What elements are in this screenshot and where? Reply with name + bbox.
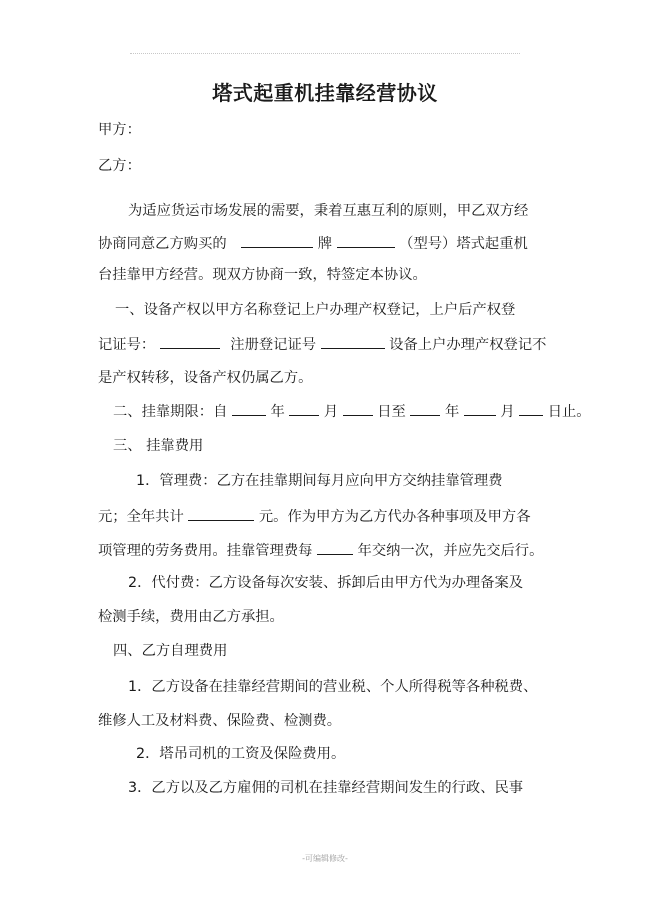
payment-period-blank [317, 540, 353, 555]
annual-total-blank [188, 506, 254, 521]
end-day-blank [519, 401, 543, 416]
s2-text-d: 日至 [377, 404, 406, 420]
intro-line-2 [98, 233, 568, 254]
party-a-line: 甲方： [98, 122, 141, 138]
document-title: 塔式起重机挂靠经营协议 [212, 81, 438, 105]
cert-no-blank [160, 334, 220, 349]
s3-text-a: 元；全年共计 [98, 509, 184, 525]
s3-text-c: 项管理的劳务费用。挂靠管理费每 [98, 543, 313, 559]
brand-blank [241, 233, 313, 248]
s1-text-c: 设备上户办理产权登记不 [389, 337, 547, 353]
s2-text-e: 年 [444, 404, 460, 420]
intro-line-1: 为适应货运市场发展的需要，秉着互惠互利的原则，甲乙双方经 [128, 203, 529, 219]
party-b-line: 乙方： [98, 158, 141, 174]
s2-text-b: 年 [270, 404, 285, 420]
s3-item1-line-2 [98, 506, 568, 527]
s4-item2: 2．塔吊司机的工资及保险费用。 [136, 746, 346, 762]
end-year-blank [410, 401, 440, 416]
s2-text-f: 月 [500, 404, 515, 420]
s3-item2-line-2: 检测手续，费用由乙方承担。 [98, 609, 284, 625]
s2-line [113, 401, 591, 422]
start-day-blank [343, 401, 373, 416]
s2-text-c: 月 [323, 404, 339, 420]
s1-line-3: 是产权转移，设备产权仍属乙方。 [98, 370, 313, 386]
s1-text-b: 注册登记证号 [230, 337, 317, 353]
s4-item1-line-1: 1．乙方设备在挂靠经营期间的营业税、个人所得税等各种税费、 [128, 679, 538, 695]
start-month-blank [289, 401, 319, 416]
end-month-blank [464, 401, 496, 416]
intro-text-b: 牌 [317, 236, 333, 252]
s3-item1-line-1: 1．管理费：乙方在挂靠期间每月应向甲方交纳挂靠管理费 [136, 473, 503, 489]
s2-text-a: 二、挂靠期限：自 [113, 404, 228, 420]
s4-item3: 3．乙方以及乙方雇佣的司机在挂靠经营期间发生的行政、民事 [128, 780, 524, 796]
header-rule [130, 53, 520, 54]
s1-line-2 [98, 334, 568, 355]
s3-item2-line-1: 2．代付费：乙方设备每次安装、拆卸后由甲方代为办理备案及 [128, 575, 524, 591]
start-year-blank [232, 401, 266, 416]
reg-no-blank [321, 334, 385, 349]
s3-item1-line-3 [98, 540, 568, 561]
intro-text-a: 协商同意乙方购买的 [98, 236, 227, 252]
page-footer: -可编辑修改- [302, 854, 348, 863]
s1-text-a: 记证号： [98, 337, 156, 353]
s3-text-b: 元。作为甲方为乙方代办各种事项及甲方各 [258, 509, 531, 525]
s3-text-d: 年交纳一次，并应先交后行。 [357, 543, 544, 559]
s2-text-g: 日止。 [547, 404, 591, 420]
s4-heading: 四、乙方自理费用 [113, 643, 228, 659]
s4-item1-line-2: 维修人工及材料费、保险费、检测费。 [98, 713, 342, 729]
s1-line-1: 一、设备产权以甲方名称登记上户办理产权登记，上户后产权登 [115, 302, 516, 318]
s3-heading: 三、 挂靠费用 [113, 438, 204, 454]
intro-line-3: 台挂靠甲方经营。现双方协商一致，特签定本协议。 [98, 267, 427, 283]
intro-text-c: （型号）塔式起重机 [399, 236, 528, 252]
model-blank [337, 233, 395, 248]
